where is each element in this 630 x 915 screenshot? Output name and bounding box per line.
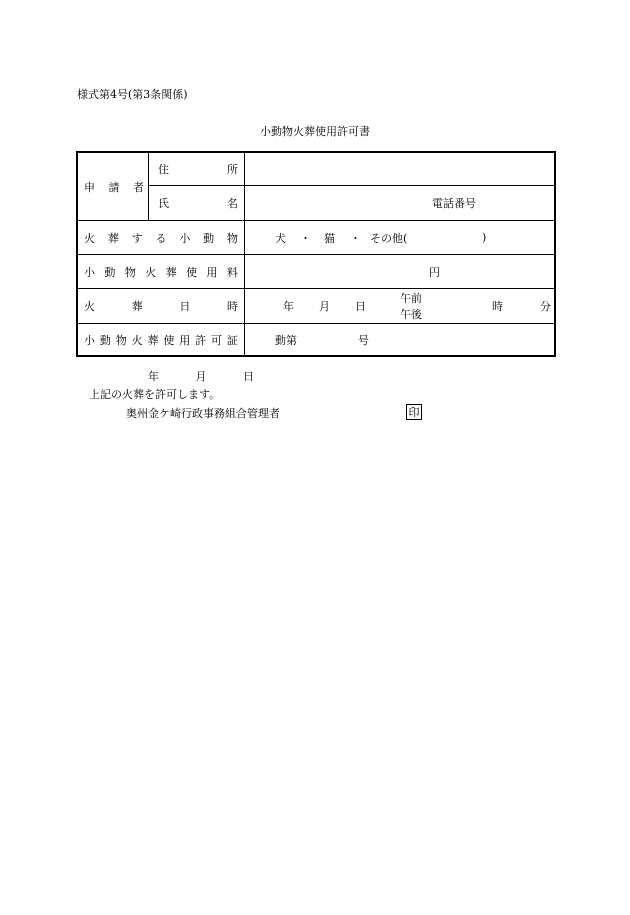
animal-other-close: ) bbox=[482, 231, 487, 244]
animal-dog: 犬 bbox=[275, 231, 286, 245]
issuer-name: 奥州金ケ崎行政事務組合管理者 bbox=[126, 407, 280, 420]
datetime-month: 月 bbox=[319, 300, 330, 313]
animal-separator: ・ bbox=[300, 231, 311, 245]
form-number-label: 様式第4号(第3条関係) bbox=[77, 88, 188, 101]
col-divider bbox=[244, 153, 245, 355]
permit-form-table bbox=[76, 151, 556, 357]
datetime-minute: 分 bbox=[540, 300, 551, 313]
animal-label: 火 葬 す る 小 動 物 bbox=[84, 231, 238, 245]
permit-label: 小 動 物 火 葬 使 用 許 可 証 bbox=[84, 333, 238, 347]
issue-year: 年 bbox=[148, 370, 159, 383]
document-title: 小動物火葬使用許可書 bbox=[260, 125, 370, 138]
address-label: 住 所 bbox=[158, 163, 238, 176]
permit-statement: 上記の火葬を許可します。 bbox=[89, 388, 221, 401]
applicant-label: 申 請 者 bbox=[84, 180, 144, 194]
animal-cat: 猫 bbox=[324, 231, 335, 245]
phone-label: 電話番号 bbox=[432, 197, 476, 210]
fee-label: 小 動 物 火 葬 使 用 料 bbox=[84, 265, 238, 279]
name-label: 氏 名 bbox=[158, 197, 238, 210]
col-divider bbox=[148, 153, 149, 220]
datetime-label: 火 葬 日 時 bbox=[84, 300, 238, 313]
seal-stamp: 印 bbox=[406, 404, 422, 420]
datetime-am: 午前 bbox=[400, 292, 422, 305]
issue-month: 月 bbox=[195, 370, 207, 383]
issue-day: 日 bbox=[243, 370, 254, 383]
animal-other: その他( bbox=[370, 231, 408, 245]
animal-separator: ・ bbox=[350, 231, 361, 245]
permit-prefix: 動第 bbox=[275, 333, 297, 347]
fee-unit: 円 bbox=[429, 265, 440, 279]
datetime-year: 年 bbox=[283, 300, 294, 313]
issue-date bbox=[148, 368, 254, 384]
datetime-pm: 午後 bbox=[400, 308, 422, 321]
datetime-day: 日 bbox=[355, 300, 366, 313]
permit-suffix: 号 bbox=[358, 333, 369, 347]
address-value[interactable] bbox=[250, 153, 550, 185]
datetime-hour: 時 bbox=[492, 300, 503, 313]
